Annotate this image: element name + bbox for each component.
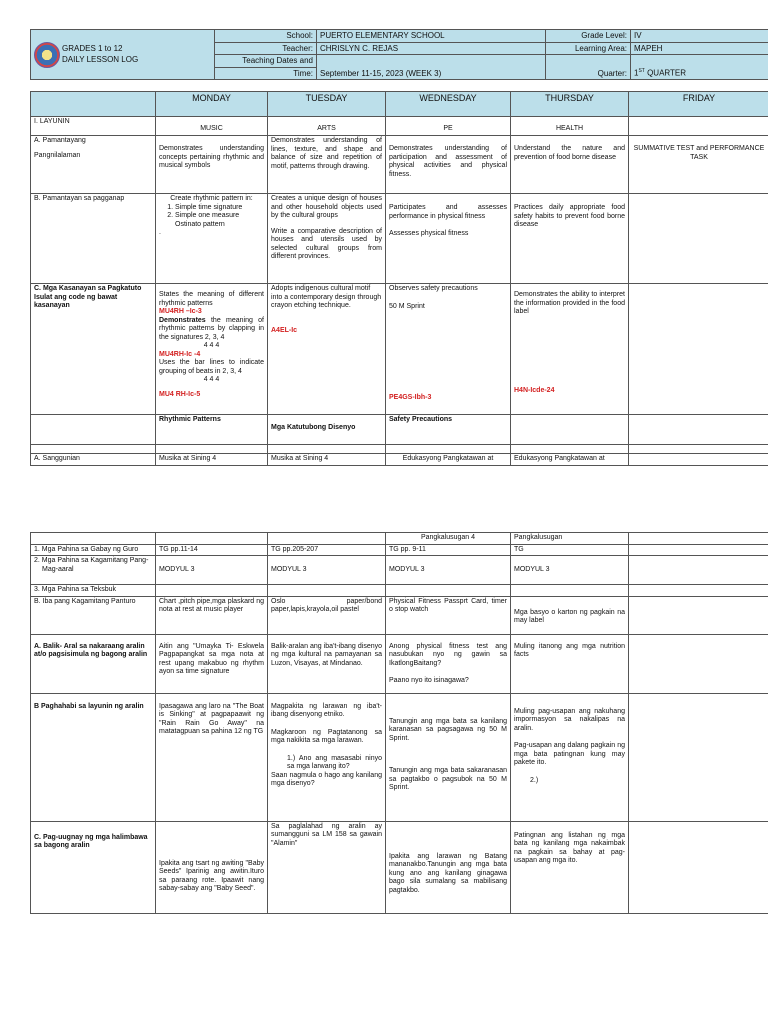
day-thursday: THURSDAY xyxy=(511,92,629,117)
pagganap-tue xyxy=(268,194,386,284)
paghahabi-mon: Ipasagawa ang laro na "The Boat is Sinking" at pagpapaawit ng "Rain Rain Go Away" na matatagpuan sa pahina 12 ng TG xyxy=(156,693,268,821)
pagganap-mon-item: 2. Simple one measure Ostinato pattern xyxy=(175,212,264,229)
sanggunian-tue: Musika at Sining 4 xyxy=(268,454,386,466)
balik-aral-wed-1: Anong physical fitness test ang nasubukan nyo ng gawin sa IkatlongBaitang? xyxy=(389,642,507,667)
gabay-guro-wed: TG pp. 9-11 xyxy=(386,544,511,556)
paghahabi-thu-1: Muling pag-usapan ang nakuhang impormasyon sa nakalipas na aralin. xyxy=(514,707,625,732)
lesson-table-top xyxy=(30,91,768,466)
kasanayan-mon-code1: MU4RH –Ic-3 xyxy=(159,308,202,316)
pagganap-thu: Practices daily appropriate food safety habits to prevent food borne disease xyxy=(511,194,629,284)
nilalaman-fri xyxy=(629,415,768,445)
balik-aral-thu: Muling itanong ang mga nutrition facts xyxy=(511,634,629,693)
quarter-value xyxy=(631,55,768,80)
kasanayan-mon-2-text: the meaning of rhythmic patterns by clapping in the signatures 2, 3, 4 xyxy=(159,316,264,341)
nilalaman-tue: Mga Katutubong Disenyo xyxy=(268,415,386,445)
pagganap-wed-1: Participates and assesses performance in physical fitness xyxy=(389,204,507,220)
layunin-label: I. LAYUNIN xyxy=(31,117,156,136)
pag-uugnay-mon: Ipakita ang tsart ng awiting "Baby Seeds" Iparinig ang awitin.Ituro sa paraang rote. Ipaawit nang sabay-sabay ang "Baby Seed". xyxy=(156,821,268,913)
pamantayang-tue: Demonstrates understanding of lines, texture, and shape and balance of size and repetition of motif, patterns through drawing. xyxy=(268,136,386,194)
sanggunian-label: A. Sanggunian xyxy=(31,454,156,466)
dates-label-line1: Teaching Dates and xyxy=(242,56,313,66)
kagamitang-wed: MODYUL 3 xyxy=(386,556,511,585)
deped-seal-icon xyxy=(34,42,60,68)
sanggunian-mon: Musika at Sining 4 xyxy=(156,454,268,466)
kasanayan-mon-2-bold: Demonstrates xyxy=(159,316,206,324)
paghahabi-thu-3: 2.) xyxy=(530,776,539,784)
paghahabi-thu-2: Pag-usapan ang dalang pagkain ng mga bata patingnan kung may pakete ito. xyxy=(514,742,625,767)
iba-kagamitan-thu: Mga basyo o karton ng pagkain na may label xyxy=(511,596,629,634)
dates-label xyxy=(215,55,317,68)
kagamitang-thu: MODYUL 3 xyxy=(511,556,629,585)
balik-aral-tue: Balik-aralan ang iba't-ibang disenyo ng mga kultural na pamayanan sa Luzon, Visayas, at Mindanao. xyxy=(268,634,386,693)
day-friday: FRIDAY xyxy=(629,92,768,117)
pagganap-tue-2: Write a comparative description of houses and utensils used by selected cultural groups from different provinces. xyxy=(271,227,382,261)
kasanayan-mon-code3: MU4 RH-Ic-5 xyxy=(159,390,201,398)
kasanayan-tue xyxy=(268,284,386,415)
paghahabi-wed-2: Tanungin ang mga bata sakaranasan sa pagtakbo o pagsubok na 50 M Sprint. xyxy=(389,767,507,792)
kasanayan-mon-code2: MU4RH-Ic -4 xyxy=(159,350,201,358)
pamantayang-wed: Demonstrates understanding of participation and assessment of physical activities and physical fitness. xyxy=(386,136,511,194)
subject-friday xyxy=(629,117,768,136)
logo-block xyxy=(31,30,215,80)
school-value: PUERTO ELEMENTARY SCHOOL xyxy=(317,30,546,43)
quarter-label: Quarter: xyxy=(546,55,631,80)
pagganap-mon-item: 1. Simple time signature xyxy=(175,204,264,213)
area-value: MAPEH xyxy=(631,42,768,55)
title-line-1: GRADES 1 to 12 xyxy=(62,44,123,54)
balik-aral-wed-2: Paano nyo ito isinagawa? xyxy=(389,677,469,685)
kasanayan-wed-2: 50 M Sprint xyxy=(389,302,425,310)
teacher-value: CHRISLYN C. REJAS xyxy=(317,42,546,55)
sanggunian-thu: Edukasyong Pangkatawan at xyxy=(511,454,629,466)
kasanayan-thu-1: Demonstrates the ability to interpret the information provided in the food label xyxy=(514,291,625,316)
quarter-text: QUARTER xyxy=(644,68,687,78)
pag-uugnay-tue: Sa paglalahad ng aralin ay sumangguni sa LM 158 sa gawain "Alamin" xyxy=(268,821,386,913)
continuation-wed: Pangkalusugan 4 xyxy=(386,533,511,545)
subject-arts: ARTS xyxy=(268,117,386,136)
paghahabi-wed xyxy=(386,693,511,821)
pagganap-wed xyxy=(386,194,511,284)
day-tuesday: TUESDAY xyxy=(268,92,386,117)
pagganap-mon-list xyxy=(159,204,264,230)
iba-kagamitan-wed: Physical Fitness Passprt Card, timer o stop watch xyxy=(386,596,511,634)
title-line-2: DAILY LESSON LOG xyxy=(62,54,139,64)
pamantayang-label xyxy=(31,136,156,194)
kasanayan-mon xyxy=(156,284,268,415)
kagamitang-label-1: 2. Mga Pahina sa Kagamitang Pang- xyxy=(34,557,149,565)
paghahabi-label: B Paghahabi sa layunin ng aralin xyxy=(31,693,156,821)
paghahabi-tue-3: 1.) Ano ang masasabi ninyo sa mga larwang ito? xyxy=(287,754,382,771)
paghahabi-tue xyxy=(268,693,386,821)
pamantayang-mon: Demonstrates understanding concepts pertaining rhythmic and musical symbols xyxy=(156,136,268,194)
kasanayan-mon-2 xyxy=(159,317,264,343)
nilalaman-wed: Safety Precautions xyxy=(386,415,511,445)
iba-kagamitan-tue: Oslo paper/bond paper,lapis,krayola,oil pastel xyxy=(268,596,386,634)
pag-uugnay-wed: Ipakita ang larawan ng Batang mananakbo.Tanungin ang mga bata kung ano ang kanilang ginagawa bago sila sumalang sa mabilisang pagtakbo. xyxy=(386,821,511,913)
subject-pe: PE xyxy=(386,117,511,136)
kasanayan-thu-code: H4N-Icde-24 xyxy=(514,386,555,394)
kasanayan-label: C. Mga Kasanayan sa Pagkatuto Isulat ang code ng bawat kasanayan xyxy=(31,284,156,415)
school-label: School: xyxy=(215,30,317,43)
kasanayan-tue-code: A4EL-Ic xyxy=(271,326,298,334)
quarter-number: 1 xyxy=(634,68,639,78)
kasanayan-wed-code: PE4GS-Ibh-3 xyxy=(389,394,432,402)
grade-value: IV xyxy=(631,30,768,43)
teksbuk-label: 3. Mga Pahina sa Teksbuk xyxy=(31,585,156,597)
pagganap-mon xyxy=(156,194,268,284)
pamantayan-pagganap-label: B. Pamantayan sa pagganap xyxy=(31,194,156,284)
paghahabi-tue-4: Saan nagmula o hago ang kanilang mga disenyo? xyxy=(271,771,382,788)
kasanayan-mon-nums2: 4 4 4 xyxy=(203,376,220,384)
balik-aral-mon: Aitin ang "Umayka Ti- Eskwela Pagpapangkat sa mga nota at rest upang makabuo ng rhythm ayon sa time signature xyxy=(156,634,268,693)
kagamitang-label-2: Mag-aaral xyxy=(42,565,74,573)
pagganap-mon-dot: . xyxy=(159,229,161,237)
paghahabi-thu xyxy=(511,693,629,821)
header-table xyxy=(30,29,768,80)
kagamitang-tue: MODYUL 3 xyxy=(268,556,386,585)
nilalaman-label xyxy=(31,415,156,445)
paghahabi-tue-2: Magkaroon ng Pagtatanong sa mga nakikita sa mga larawan. xyxy=(271,728,382,745)
gabay-guro-label: 1. Mga Pahina sa Gabay ng Guro xyxy=(31,544,156,556)
pagganap-wed-2: Assesses physical fitness xyxy=(389,230,469,238)
kasanayan-mon-3: Uses the bar lines to indicate grouping of beats in 2, 3, 4 xyxy=(159,359,264,375)
day-monday: MONDAY xyxy=(156,92,268,117)
teacher-label: Teacher: xyxy=(215,42,317,55)
pagganap-tue-1: Creates a unique design of houses and other household objects used by the cultural groups xyxy=(271,195,382,220)
kasanayan-wed xyxy=(386,284,511,415)
kasanayan-mon-1: States the meaning of different rhythmic patterns xyxy=(159,291,264,307)
kasanayan-tue-1: Adopts indigenous cultural motif into a contemporary design through crayon etching technique. xyxy=(271,285,382,310)
kasanayan-thu xyxy=(511,284,629,415)
pamantayang-label-2: Pangnilalaman xyxy=(34,151,81,159)
balik-aral-label: A. Balik- Aral sa nakaraang aralin at/o pagsisimula ng bagong aralin xyxy=(31,634,156,693)
kasanayan-mon-nums1: 4 4 4 xyxy=(203,342,220,350)
quarter-suffix: ST xyxy=(638,68,645,75)
day-wednesday: WEDNESDAY xyxy=(386,92,511,117)
pagganap-mon-intro: Create rhythmic pattern in: xyxy=(170,195,253,202)
pamantayang-label-1: A. Pamantayang xyxy=(34,137,86,144)
time-label: Time: xyxy=(215,67,317,80)
paghahabi-wed-1: Tanungin ang mga bata sa kanilang karanasan sa pagsagawa ng 50 M Sprint. xyxy=(389,717,507,742)
continuation-thu: Pangkalusugan xyxy=(511,533,629,545)
kagamitang-label xyxy=(31,556,156,585)
gabay-guro-tue: TG pp.205-207 xyxy=(268,544,386,556)
pamantayang-thu: Understand the nature and prevention of food borne disease xyxy=(511,136,629,194)
pamantayang-fri: SUMMATIVE TEST and PERFORMANCE TASK xyxy=(629,136,768,194)
sanggunian-wed: Edukasyong Pangkatawan at xyxy=(386,454,511,466)
paghahabi-tue-1: Magpakita ng larawan ng iba't-ibang disenyong etniko. xyxy=(271,702,382,719)
pag-uugnay-label: C. Pag-uugnay ng mga halimbawa sa bagong aralin xyxy=(31,821,156,913)
dates-value: September 11-15, 2023 (WEEK 3) xyxy=(317,55,546,80)
kasanayan-fri xyxy=(629,284,768,415)
subject-health: HEALTH xyxy=(511,117,629,136)
nilalaman-mon: Rhythmic Patterns xyxy=(156,415,268,445)
corner-cell xyxy=(31,92,156,117)
iba-kagamitan-mon: Chart ,pitch pipe,mga plaskard ng nota at rest at music player xyxy=(156,596,268,634)
sanggunian-fri xyxy=(629,454,768,466)
gabay-guro-mon: TG pp.11-14 xyxy=(156,544,268,556)
grade-label: Grade Level: xyxy=(546,30,631,43)
kagamitang-mon: MODYUL 3 xyxy=(156,556,268,585)
area-label: Learning Area: xyxy=(546,42,631,55)
lesson-table-bottom xyxy=(30,532,768,914)
nilalaman-thu xyxy=(511,415,629,445)
kasanayan-wed-1: Observes safety precautions xyxy=(389,285,478,292)
subject-music: MUSIC xyxy=(156,117,268,136)
pag-uugnay-thu: Patingnan ang listahan ng mga bata ng kanilang mga nakaimbak na pagkain sa bahay at pag-usapan ang mga ito. xyxy=(511,821,629,913)
gabay-guro-thu: TG xyxy=(511,544,629,556)
iba-kagamitan-label: B. Iba pang Kagamitang Panturo xyxy=(31,596,156,634)
pagganap-fri xyxy=(629,194,768,284)
balik-aral-wed xyxy=(386,634,511,693)
